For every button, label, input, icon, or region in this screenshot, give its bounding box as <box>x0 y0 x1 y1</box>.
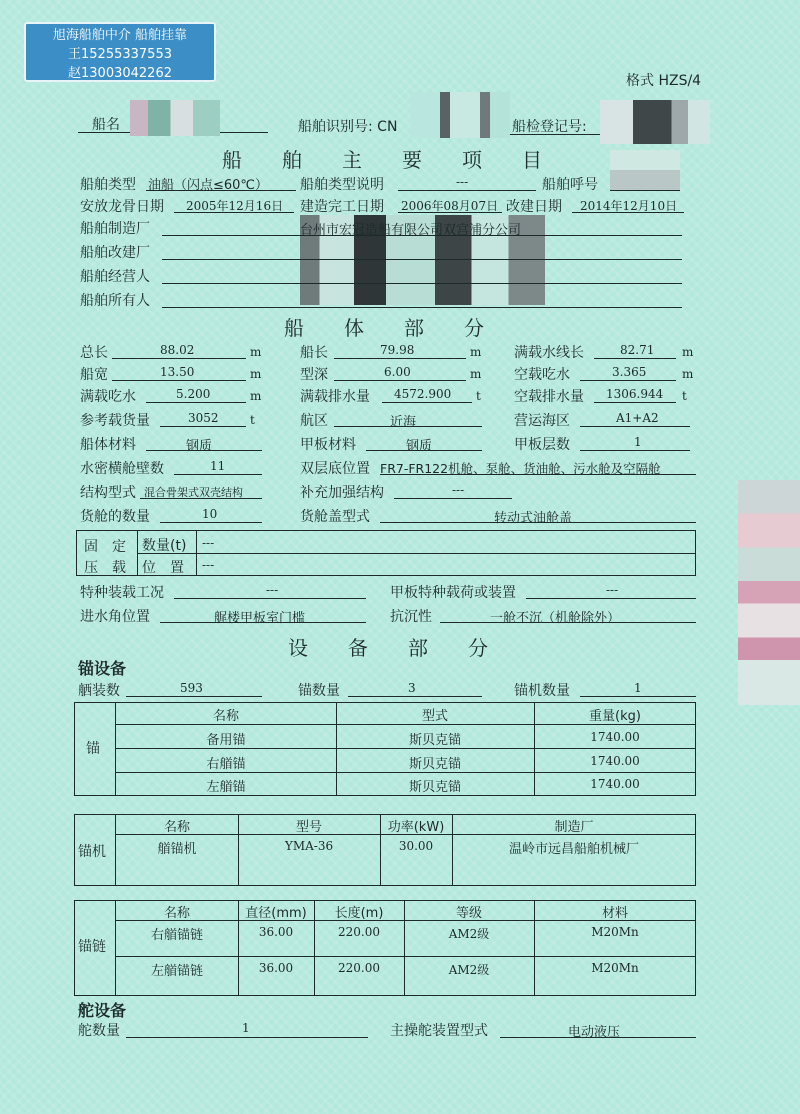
table-cell: AM2级 <box>448 927 490 941</box>
windlass-col-maker: 制造厂 <box>554 820 594 835</box>
depth-label: 型深 <box>300 367 328 383</box>
hatch-value: 转动式油舱盖 <box>494 511 573 526</box>
double-bottom-label: 双层底位置 <box>300 461 370 477</box>
light-draft-label: 空载吃水 <box>514 367 570 383</box>
lwl-label: 满载水线长 <box>514 345 584 361</box>
area-label: 航区 <box>300 413 328 429</box>
full-draft-value: 5.200 <box>176 387 211 401</box>
ballast-qty-label: 数量(t) <box>142 538 187 554</box>
double-bottom-value: FR7-FR122机舱、泵舱、货油舱、污水舱及空隔舱 <box>380 461 661 476</box>
keel-date-label: 安放龙骨日期 <box>80 199 164 215</box>
special-label: 特种装载工况 <box>80 585 164 601</box>
stamp-line-3: 赵13003042262 <box>68 66 172 81</box>
steering-label: 主操舵装置型式 <box>390 1023 488 1039</box>
full-disp-label: 满载排水量 <box>300 389 370 405</box>
full-draft-label: 满载吃水 <box>80 389 136 405</box>
light-draft-value: 3.365 <box>612 365 647 379</box>
deck-mat-value: 钢质 <box>406 439 433 454</box>
flood-value: 艉楼甲板室门槛 <box>214 611 306 626</box>
rudder-count-label: 舵数量 <box>78 1023 120 1039</box>
light-disp-value: 1306.944 <box>606 387 664 401</box>
anchor-count-label: 锚数量 <box>298 683 340 699</box>
table-cell: 36.00 <box>258 925 294 939</box>
table-cell: 1740.00 <box>590 777 640 791</box>
hull-mat-label: 船体材料 <box>80 437 136 453</box>
depth-unit: m <box>470 367 482 381</box>
ship-name-label: 船名 <box>92 117 120 133</box>
beam-label: 船宽 <box>80 367 108 383</box>
bulkhead-value: 11 <box>210 459 226 473</box>
modified-date-label: 改建日期 <box>506 199 562 215</box>
table-cell: 左艏锚链 <box>150 964 203 979</box>
deck-load-label: 甲板特种载荷或装置 <box>390 585 516 601</box>
modified-date-value: 2014年12月10日 <box>580 199 678 213</box>
outfit-label: 舾装数 <box>78 683 120 699</box>
depth-value: 6.00 <box>384 365 411 379</box>
cargo-value: 3052 <box>188 411 219 425</box>
table-cell: 斯贝克锚 <box>408 780 461 795</box>
table-cell: YMA-36 <box>284 839 334 853</box>
main-items-title: 船 舶 主 要 项 目 <box>222 148 542 172</box>
chain-table-side-label: 锚链 <box>78 939 106 955</box>
table-cell: M20Mn <box>591 961 639 975</box>
table-cell: 备用锚 <box>206 733 246 748</box>
anchor-col-name: 名称 <box>212 709 239 724</box>
rudder-count-value: 1 <box>242 1021 250 1035</box>
owner-label: 船舶所有人 <box>80 293 150 309</box>
chain-col-name: 名称 <box>163 906 190 921</box>
table-cell: 220.00 <box>338 925 380 939</box>
completion-date-label: 建造完工日期 <box>300 199 384 215</box>
beam-value: 13.50 <box>160 365 195 379</box>
ballast-qty-value: --- <box>202 536 215 550</box>
ship-type-value: 油船（闪点≤60℃） <box>148 178 269 193</box>
table-cell: 1740.00 <box>590 754 640 768</box>
completion-date-value: 2006年08月07日 <box>401 199 499 213</box>
anchor-table-side-label: 锚 <box>86 741 100 757</box>
rudder-section-title: 舵设备 <box>78 1001 127 1020</box>
loa-unit: m <box>250 345 262 359</box>
outfit-value: 593 <box>180 681 203 695</box>
ballast-pos-value: --- <box>202 558 215 572</box>
ballast-label-2: 压 载 <box>84 560 126 576</box>
length-label: 船长 <box>300 345 328 361</box>
length-unit: m <box>470 345 482 359</box>
reinforce-label: 补充加强结构 <box>300 485 384 501</box>
form-code: 格式 HZS/4 <box>626 73 702 89</box>
table-cell: 右艏锚链 <box>150 928 203 943</box>
table-cell: 左艏锚 <box>206 780 246 795</box>
cargo-unit: t <box>250 413 255 427</box>
chain-col-grade: 等级 <box>455 906 482 921</box>
loa-value: 88.02 <box>160 343 195 357</box>
builder-value: 台州市宏冠造船有限公司双宫浦分公司 <box>300 223 522 238</box>
windlass-col-model: 型号 <box>295 820 322 835</box>
call-sign-label: 船舶呼号 <box>542 177 598 193</box>
holds-label: 货舱的数量 <box>80 509 150 525</box>
structure-label: 结构型式 <box>80 485 136 501</box>
windlass-col-name: 名称 <box>163 820 190 835</box>
equipment-title: 设 备 部 分 <box>288 636 488 660</box>
chain-col-length: 长度(m) <box>334 906 384 921</box>
stamp-line-1: 旭海船舶中介 船舶挂靠 <box>52 28 188 43</box>
broker-stamp <box>24 22 216 82</box>
ship-type-desc-value: --- <box>456 175 469 189</box>
modifier-label: 船舶改建厂 <box>80 245 150 261</box>
sink-value: 一舱不沉（机舱除外） <box>490 611 621 626</box>
holds-value: 10 <box>202 507 218 521</box>
full-draft-unit: m <box>250 389 262 403</box>
table-cell: 220.00 <box>338 961 380 975</box>
table-cell: 艏锚机 <box>157 842 197 857</box>
table-cell: 斯贝克锚 <box>408 733 461 748</box>
full-disp-value: 4572.900 <box>394 387 452 401</box>
lwl-unit: m <box>682 345 694 359</box>
table-cell: 1740.00 <box>590 730 640 744</box>
table-cell: 右艏锚 <box>206 757 246 772</box>
anchor-count-value: 3 <box>408 681 416 695</box>
table-cell: M20Mn <box>591 925 639 939</box>
loa-label: 总长 <box>80 345 108 361</box>
deck-count-label: 甲板层数 <box>514 437 570 453</box>
ship-id-label: 船舶识别号: CN <box>298 119 398 135</box>
light-disp-unit: t <box>682 389 687 403</box>
lwl-value: 82.71 <box>620 343 655 357</box>
chain-col-material: 材料 <box>601 906 628 921</box>
deck-mat-label: 甲板材料 <box>300 437 356 453</box>
ballast-label-1: 固 定 <box>84 539 126 555</box>
reinforce-value: --- <box>452 483 465 497</box>
table-cell: AM2级 <box>448 963 490 977</box>
chain-col-diameter: 直径(mm) <box>245 906 307 921</box>
builder-label: 船舶制造厂 <box>80 221 150 237</box>
operator-label: 船舶经营人 <box>80 269 150 285</box>
keel-date-value: 2005年12月16日 <box>186 199 284 213</box>
table-cell: 36.00 <box>258 961 294 975</box>
windlass-count-value: 1 <box>634 681 642 695</box>
hull-title: 船 体 部 分 <box>284 316 484 340</box>
flood-label: 进水角位置 <box>80 609 150 625</box>
windlass-table-side-label: 锚机 <box>78 844 106 860</box>
hatch-label: 货舱盖型式 <box>300 509 370 525</box>
beam-unit: m <box>250 367 262 381</box>
anchor-col-weight: 重量(kg) <box>589 709 641 724</box>
special-value: --- <box>266 583 279 597</box>
stamp-line-2: 王15255337553 <box>68 47 172 62</box>
cargo-label: 参考载货量 <box>80 413 150 429</box>
service-value: A1+A2 <box>616 411 659 425</box>
anchor-col-type: 型式 <box>421 709 448 724</box>
table-cell: 温岭市远昌船舶机械厂 <box>508 842 639 857</box>
registry-label: 船检登记号: <box>512 119 587 135</box>
ship-type-desc-label: 船舶类型说明 <box>300 177 384 193</box>
length-value: 79.98 <box>380 343 415 357</box>
table-cell: 斯贝克锚 <box>408 757 461 772</box>
service-label: 营运海区 <box>514 413 570 429</box>
deck-count-value: 1 <box>634 435 642 449</box>
ballast-pos-label: 位 置 <box>142 560 184 576</box>
steering-value: 电动液压 <box>568 1025 621 1040</box>
light-disp-label: 空载排水量 <box>514 389 584 405</box>
windlass-col-power: 功率(kW) <box>387 820 445 835</box>
anchor-section-title: 锚设备 <box>78 659 127 678</box>
bulkhead-label: 水密横舱壁数 <box>80 461 164 477</box>
light-draft-unit: m <box>682 367 694 381</box>
hull-mat-value: 钢质 <box>186 439 213 454</box>
deck-load-value: --- <box>606 583 619 597</box>
area-value: 近海 <box>390 415 417 430</box>
windlass-count-label: 锚机数量 <box>514 683 570 699</box>
sink-label: 抗沉性 <box>390 609 432 625</box>
full-disp-unit: t <box>476 389 481 403</box>
table-cell: 30.00 <box>398 839 434 853</box>
structure-value: 混合骨架式双壳结构 <box>144 486 243 499</box>
ship-type-label: 船舶类型 <box>80 177 136 193</box>
